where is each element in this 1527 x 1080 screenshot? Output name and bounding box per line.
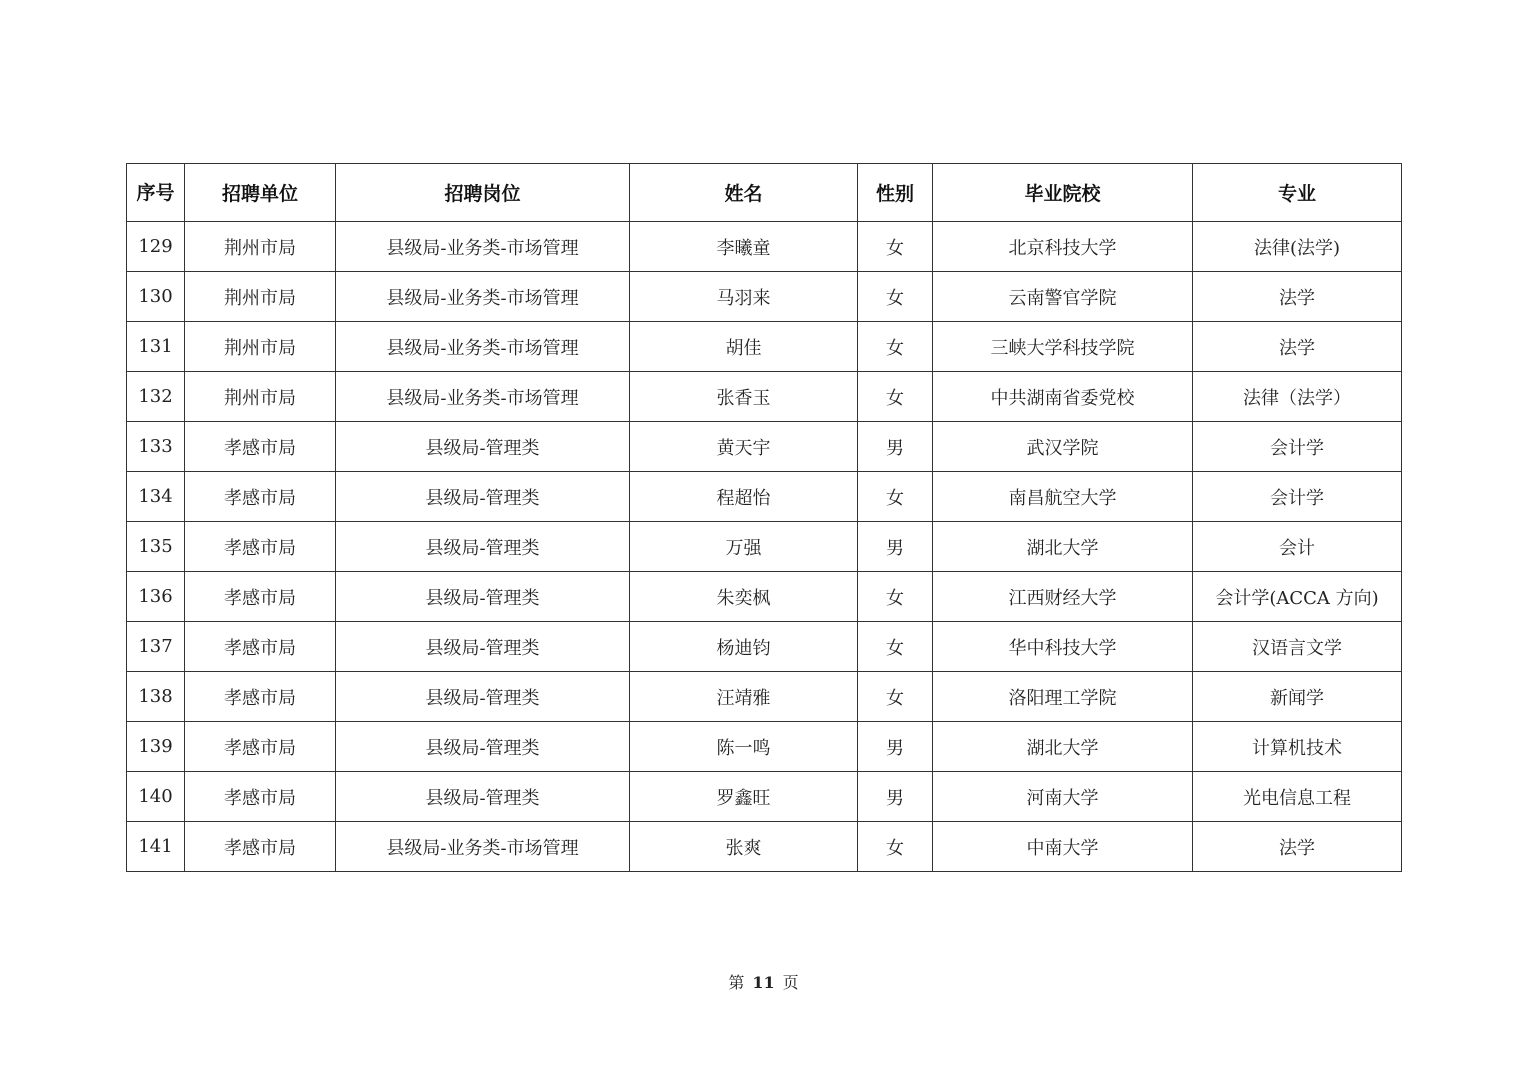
page-footer-suffix: 页 <box>782 973 799 992</box>
cell-position: 县级局-管理类 <box>336 472 630 522</box>
cell-position: 县级局-业务类-市场管理 <box>336 222 630 272</box>
cell-major: 会计学(ACCA 方向) <box>1193 572 1402 622</box>
cell-unit: 孝感市局 <box>185 422 336 472</box>
cell-position: 县级局-业务类-市场管理 <box>336 372 630 422</box>
cell-gender: 女 <box>858 372 933 422</box>
cell-school: 洛阳理工学院 <box>933 672 1193 722</box>
cell-name: 马羽来 <box>630 272 858 322</box>
header-unit: 招聘单位 <box>185 164 336 222</box>
cell-name: 张香玉 <box>630 372 858 422</box>
cell-seq: 134 <box>127 472 185 522</box>
cell-major: 新闻学 <box>1193 672 1402 722</box>
cell-seq: 132 <box>127 372 185 422</box>
recruitment-table <box>126 163 1402 872</box>
cell-seq: 141 <box>127 822 185 872</box>
cell-gender: 女 <box>858 672 933 722</box>
table-row <box>127 772 1402 822</box>
cell-major: 汉语言文学 <box>1193 622 1402 672</box>
cell-school: 湖北大学 <box>933 522 1193 572</box>
cell-school: 武汉学院 <box>933 422 1193 472</box>
cell-major: 会计 <box>1193 522 1402 572</box>
cell-seq: 136 <box>127 572 185 622</box>
table-row <box>127 222 1402 272</box>
table-row <box>127 672 1402 722</box>
table-body <box>127 222 1402 872</box>
page-footer <box>0 970 1527 993</box>
table-row <box>127 522 1402 572</box>
cell-name: 万强 <box>630 522 858 572</box>
cell-name: 李曦童 <box>630 222 858 272</box>
cell-name: 朱奕枫 <box>630 572 858 622</box>
cell-seq: 129 <box>127 222 185 272</box>
cell-seq: 133 <box>127 422 185 472</box>
cell-school: 北京科技大学 <box>933 222 1193 272</box>
table-row <box>127 422 1402 472</box>
cell-school: 云南警官学院 <box>933 272 1193 322</box>
table-header <box>127 164 1402 222</box>
cell-unit: 孝感市局 <box>185 572 336 622</box>
cell-position: 县级局-管理类 <box>336 722 630 772</box>
table-row <box>127 572 1402 622</box>
header-name: 姓名 <box>630 164 858 222</box>
cell-position: 县级局-业务类-市场管理 <box>336 822 630 872</box>
cell-name: 汪靖雅 <box>630 672 858 722</box>
cell-unit: 荆州市局 <box>185 322 336 372</box>
cell-seq: 140 <box>127 772 185 822</box>
cell-name: 黄天宇 <box>630 422 858 472</box>
cell-gender: 女 <box>858 472 933 522</box>
header-major: 专业 <box>1193 164 1402 222</box>
cell-position: 县级局-管理类 <box>336 772 630 822</box>
cell-position: 县级局-管理类 <box>336 622 630 672</box>
cell-gender: 女 <box>858 822 933 872</box>
cell-school: 中共湖南省委党校 <box>933 372 1193 422</box>
cell-gender: 男 <box>858 772 933 822</box>
header-position: 招聘岗位 <box>336 164 630 222</box>
cell-name: 罗鑫旺 <box>630 772 858 822</box>
table-row <box>127 272 1402 322</box>
cell-gender: 女 <box>858 272 933 322</box>
cell-seq: 138 <box>127 672 185 722</box>
page-number: 11 <box>752 973 775 992</box>
cell-unit: 孝感市局 <box>185 772 336 822</box>
cell-school: 华中科技大学 <box>933 622 1193 672</box>
cell-major: 法律（法学） <box>1193 372 1402 422</box>
cell-school: 南昌航空大学 <box>933 472 1193 522</box>
cell-unit: 荆州市局 <box>185 222 336 272</box>
table-row <box>127 622 1402 672</box>
cell-unit: 孝感市局 <box>185 522 336 572</box>
cell-unit: 孝感市局 <box>185 822 336 872</box>
cell-gender: 男 <box>858 522 933 572</box>
cell-gender: 女 <box>858 622 933 672</box>
cell-name: 陈一鸣 <box>630 722 858 772</box>
cell-major: 法学 <box>1193 322 1402 372</box>
cell-school: 江西财经大学 <box>933 572 1193 622</box>
cell-seq: 137 <box>127 622 185 672</box>
cell-position: 县级局-业务类-市场管理 <box>336 272 630 322</box>
cell-gender: 女 <box>858 572 933 622</box>
cell-position: 县级局-管理类 <box>336 572 630 622</box>
cell-unit: 孝感市局 <box>185 722 336 772</box>
cell-school: 中南大学 <box>933 822 1193 872</box>
cell-gender: 男 <box>858 422 933 472</box>
cell-name: 胡佳 <box>630 322 858 372</box>
cell-major: 法律(法学) <box>1193 222 1402 272</box>
cell-seq: 135 <box>127 522 185 572</box>
cell-major: 会计学 <box>1193 422 1402 472</box>
table-row <box>127 322 1402 372</box>
cell-school: 三峡大学科技学院 <box>933 322 1193 372</box>
table-row <box>127 372 1402 422</box>
cell-gender: 女 <box>858 222 933 272</box>
cell-major: 法学 <box>1193 822 1402 872</box>
header-seq: 序号 <box>127 164 185 222</box>
table-row <box>127 472 1402 522</box>
cell-unit: 孝感市局 <box>185 472 336 522</box>
cell-unit: 孝感市局 <box>185 672 336 722</box>
cell-major: 法学 <box>1193 272 1402 322</box>
cell-major: 光电信息工程 <box>1193 772 1402 822</box>
header-gender: 性别 <box>858 164 933 222</box>
cell-position: 县级局-管理类 <box>336 672 630 722</box>
cell-name: 程超怡 <box>630 472 858 522</box>
cell-gender: 男 <box>858 722 933 772</box>
cell-position: 县级局-管理类 <box>336 422 630 472</box>
header-row <box>127 164 1402 222</box>
cell-seq: 131 <box>127 322 185 372</box>
cell-position: 县级局-业务类-市场管理 <box>336 322 630 372</box>
cell-gender: 女 <box>858 322 933 372</box>
cell-major: 会计学 <box>1193 472 1402 522</box>
cell-name: 张爽 <box>630 822 858 872</box>
header-school: 毕业院校 <box>933 164 1193 222</box>
cell-unit: 荆州市局 <box>185 272 336 322</box>
cell-position: 县级局-管理类 <box>336 522 630 572</box>
table-row <box>127 722 1402 772</box>
table-row <box>127 822 1402 872</box>
cell-name: 杨迪钧 <box>630 622 858 672</box>
cell-seq: 130 <box>127 272 185 322</box>
cell-major: 计算机技术 <box>1193 722 1402 772</box>
cell-school: 河南大学 <box>933 772 1193 822</box>
cell-unit: 孝感市局 <box>185 622 336 672</box>
cell-school: 湖北大学 <box>933 722 1193 772</box>
cell-unit: 荆州市局 <box>185 372 336 422</box>
page-footer-prefix: 第 <box>728 973 745 992</box>
cell-seq: 139 <box>127 722 185 772</box>
